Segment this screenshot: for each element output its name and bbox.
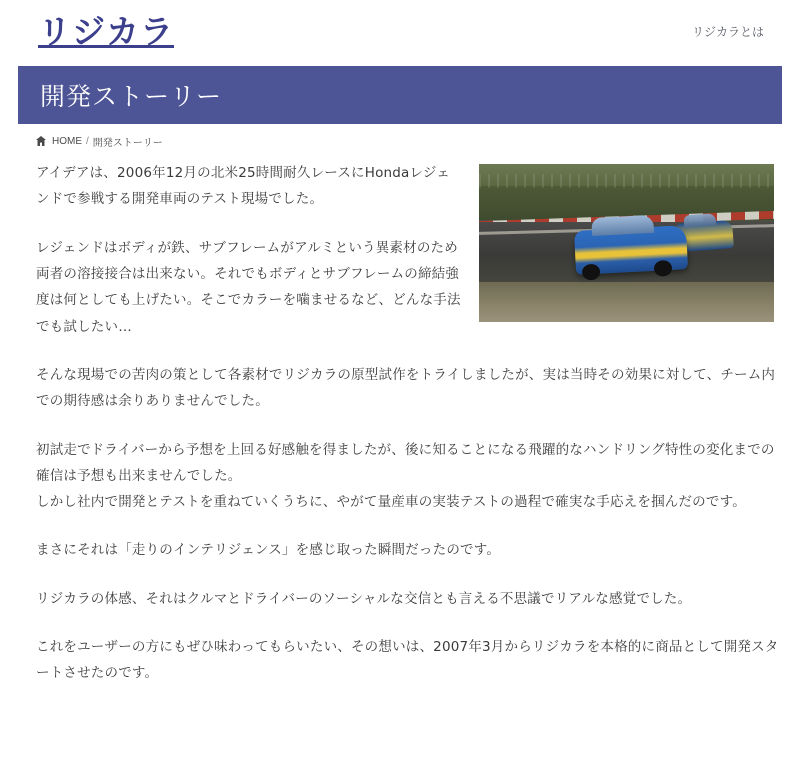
breadcrumb-separator: / [86, 135, 89, 147]
site-header [0, 0, 800, 62]
header-nav [686, 19, 770, 44]
race-car-photo [479, 164, 774, 322]
article-paragraph: レジェンドはボディが鉄、サブフレームがアルミという異素材のため両者の溶接接合は出来ない。それでもボディとサブフレームの締結強度は何としても上げたい。そこでカラーを噛ませるなど、どんな手法でも試したい… [36, 239, 461, 335]
breadcrumb-current: 開発ストーリー [92, 137, 163, 149]
page-title: 開発ストーリー [40, 82, 223, 111]
article-figure [479, 164, 774, 322]
photo-grass-bottom [479, 282, 774, 322]
article-paragraph: まさにそれは「走りのインテリジェンス」を感じ取った瞬間だったのです。 [36, 542, 501, 559]
photo-car-primary [574, 225, 688, 275]
article-paragraph: アイデアは、2006年12月の北米25時間耐久レースにHondaレジェンドで参戦する開発車両のテスト現場でした。 [36, 165, 451, 208]
home-icon [36, 136, 46, 146]
article-paragraph: そんな現場での苦肉の策として各素材でリジカラの原型試作をトライしましたが、実は当時その効果に対して、チーム内での期待感は余りありませんでした。 [36, 366, 776, 410]
article-paragraph: 初試走でドライバーから予想を上回る好感触を得ましたが、後に知ることになる飛躍的なハンドリング特性の変化までの確信は予想も出来ませんでした。 [36, 441, 775, 484]
breadcrumb-home-link[interactable]: HOME [52, 135, 82, 147]
nav-item-about[interactable]: リジカラとは [691, 24, 764, 39]
photo-fence [479, 174, 774, 188]
page-title-band [18, 66, 782, 124]
article-paragraph: これをユーザーの方にもぜひ味わってもらいたい、その想いは、2007年3月からリジカラを本格的に商品として開発スタートさせたのです。 [36, 639, 779, 682]
article-content [36, 160, 782, 709]
breadcrumb [36, 132, 782, 150]
article-paragraph: リジカラの体感、それはクルマとドライバーのソーシャルな交信とも言える不思議でリアルな感覚でした。 [36, 590, 692, 607]
site-logo[interactable]: リジカラ [38, 11, 174, 51]
article-paragraph: しかし社内で開発とテストを重ねていくうちに、やがて量産車の実装テストの過程で確実な手応えを掴んだのです。 [36, 494, 746, 511]
